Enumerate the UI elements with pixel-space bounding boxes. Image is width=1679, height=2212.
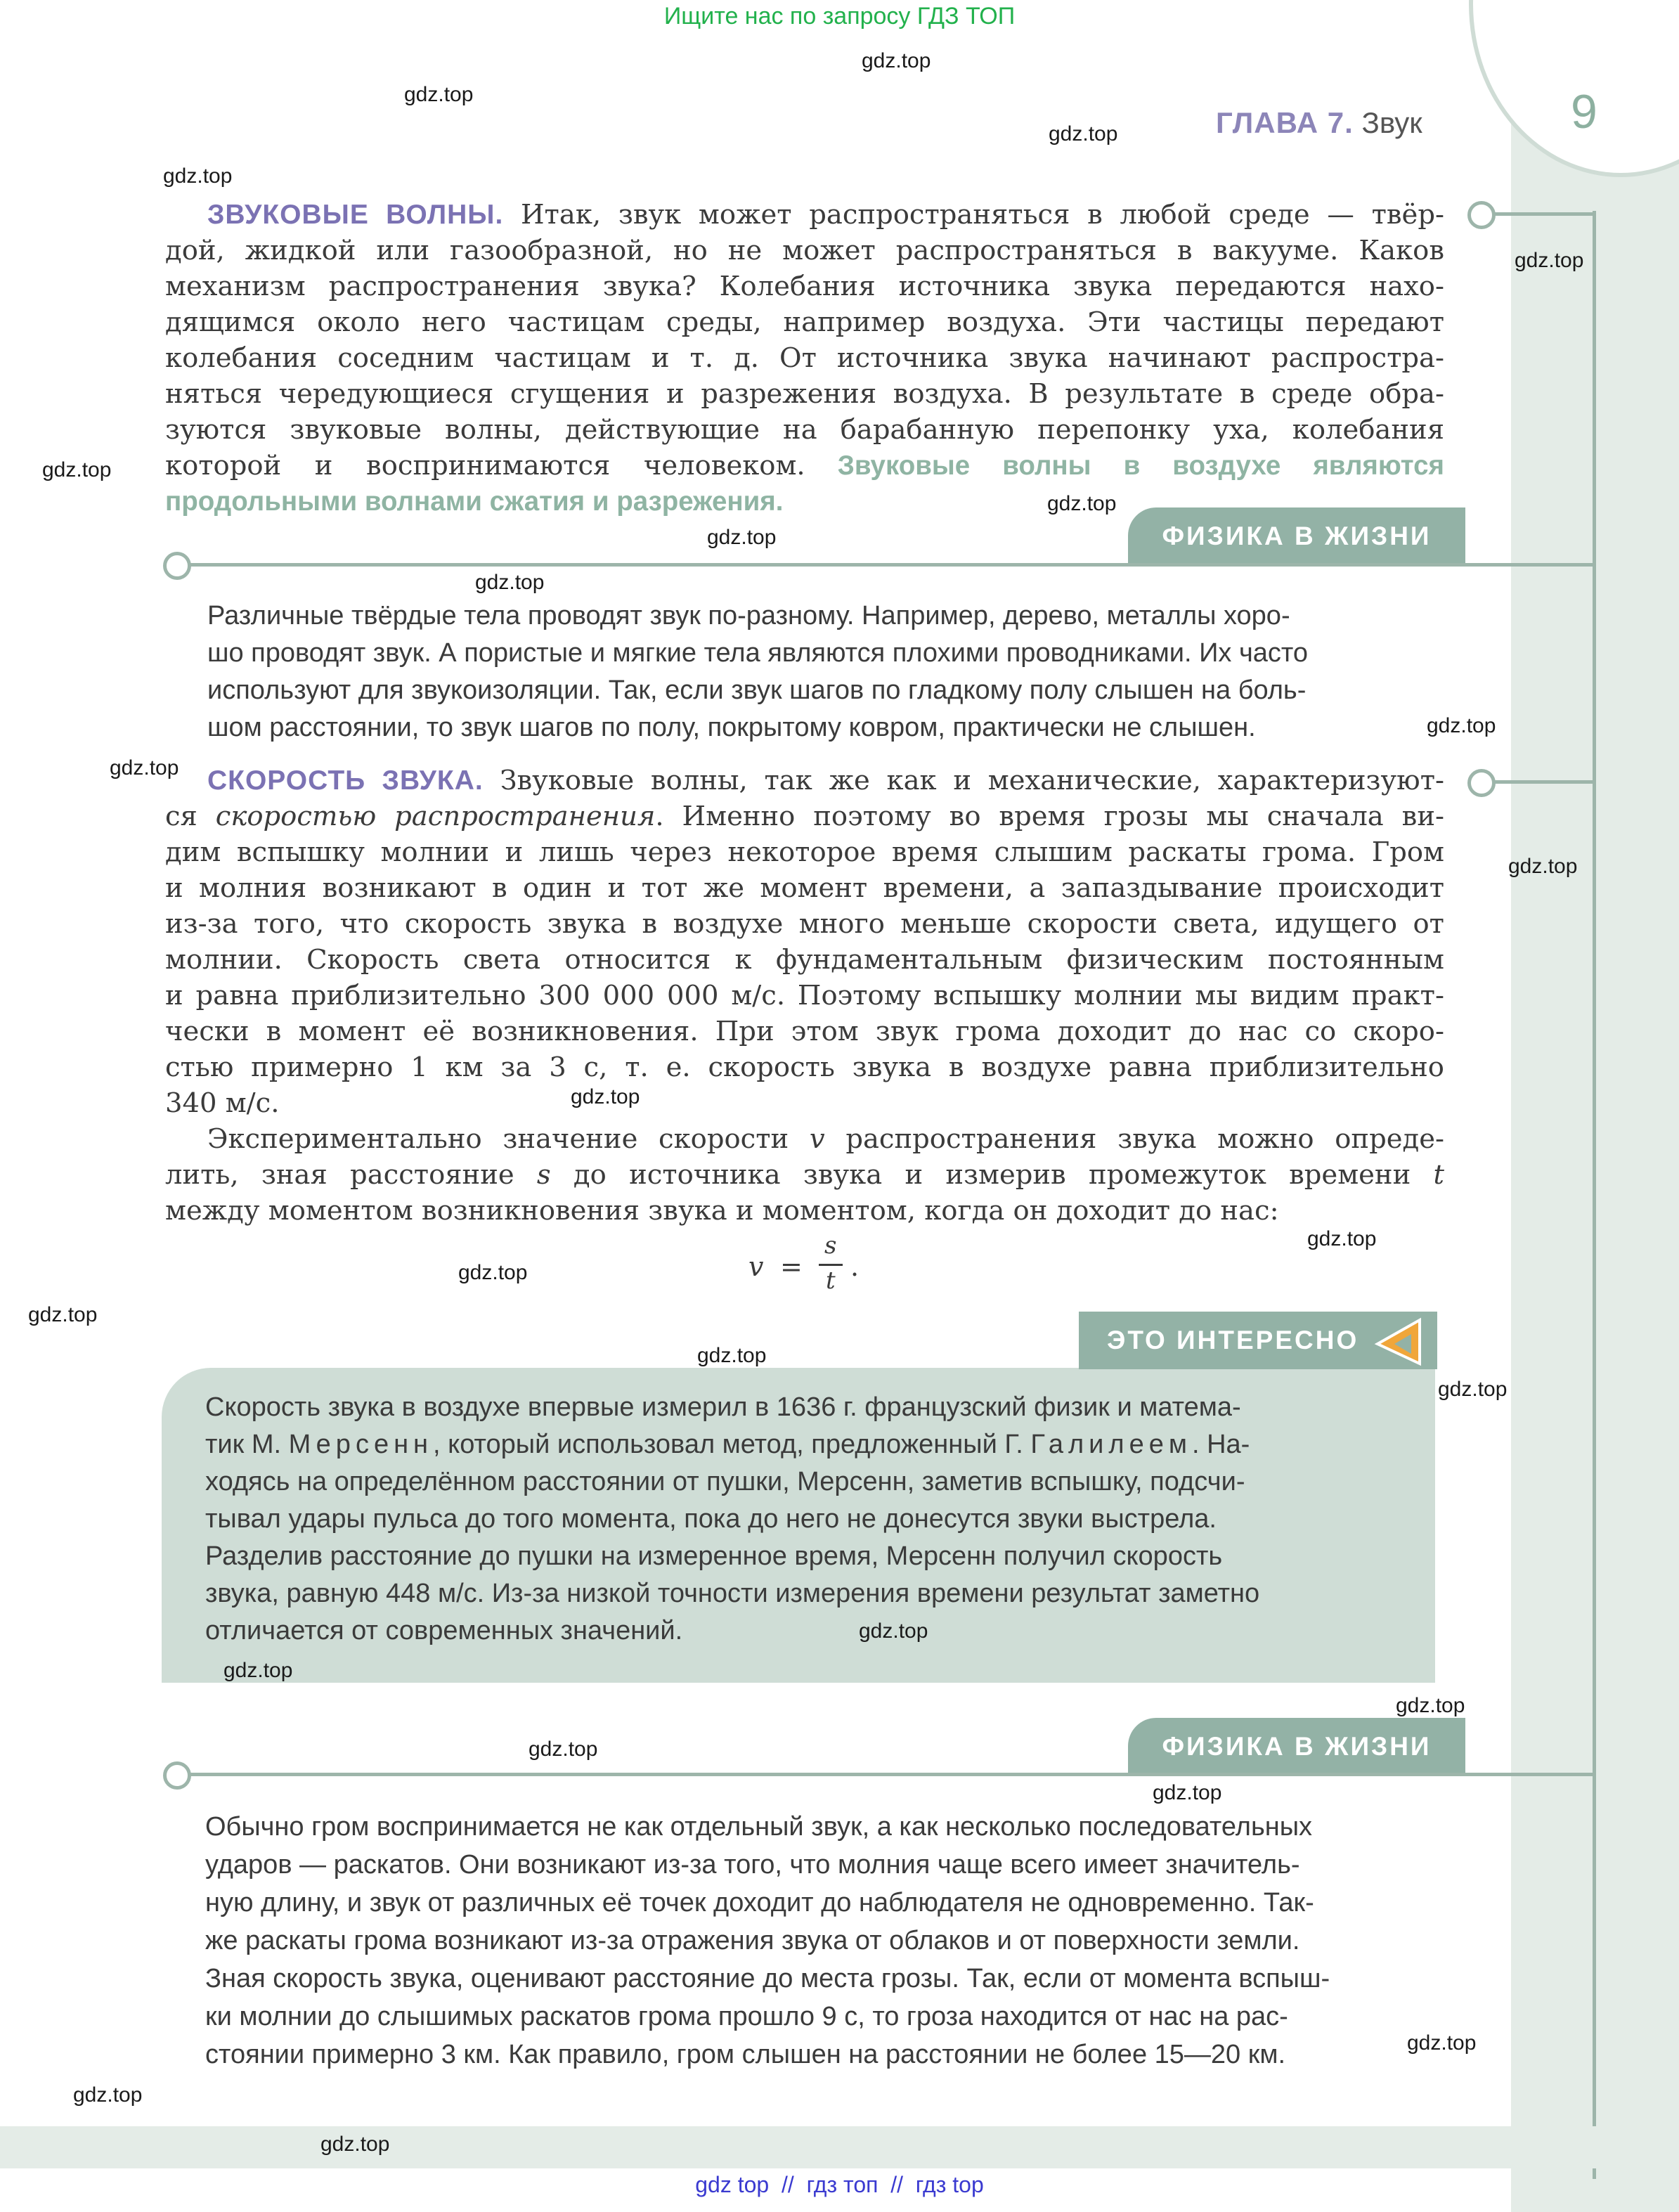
- search-banner[interactable]: Ищите нас по запросу ГДЗ ТОП: [663, 3, 1016, 30]
- key-statement: Звуковые волны в воздухе являются: [805, 451, 1445, 481]
- watermark: gdz.top: [707, 526, 777, 549]
- watermark: gdz.top: [1153, 1781, 1222, 1804]
- physics-in-life-tab: ФИЗИКА В ЖИЗНИ: [1128, 507, 1465, 565]
- timeline-node: [1467, 201, 1496, 229]
- divider-node: [163, 1761, 191, 1790]
- watermark: gdz.top: [223, 1659, 293, 1682]
- penrose-triangle-icon: [1370, 1316, 1434, 1368]
- interesting-tab: ЭТО ИНТЕРЕСНО: [1079, 1312, 1437, 1369]
- speed-formula: v = s t .: [748, 1231, 860, 1295]
- chapter-header: [1216, 104, 1422, 142]
- watermark: gdz.top: [42, 458, 112, 481]
- watermark: gdz.top: [110, 756, 179, 780]
- watermark: gdz.top: [1396, 1694, 1465, 1717]
- interesting-text: Скорость звука в воздухе впервые измерил в 1636 г. французский физик и матема- тик М. Мерсенн, который использовал метод, предложенный Г. Галилеем. На- ходясь на определённом расстоянии от пушки, Мерсенн, заметив вспышку, подсчи- тывал удары пульса до того момента, пока до него не донесутся звуки выстрела. Разделив расстояние до пушки на измеренное время, Мерсенн получил скорость звука, равную 448 м/с. Из-за низкой точности измерения времени результат заметно отличается от современных значений.: [205, 1392, 1260, 1645]
- person-name: Галилеем: [1030, 1430, 1192, 1459]
- chapter-label: ГЛАВА 7.: [1216, 106, 1354, 139]
- timeline-node: [1467, 769, 1496, 797]
- watermark: gdz.top: [404, 83, 474, 106]
- page-number: 9: [1571, 85, 1597, 138]
- section-speed-of-sound: СКОРОСТЬ ЗВУКА. Звуковые волны, так же как и механические, характеризуют- ся скоростью распространения. Именно поэтому во время грозы мы сначала ви- дим вспышку молнии и лишь через некоторое время слышим раскаты грома. Гром и молния возникают в один и тот же момент времени, а запаздывание происходит из-за того, что скорость звука в воздухе много меньше скорости света, идущего от молнии. Скорость света относится к фундаментальным физическим постоянным и равна приблизительно 300 000 000 м/с. Поэтому вспышку молнии мы видим практ- чески в момент её возникновения. При этом звук грома доходит до нас со скоро- стью примерно 1 км за 3 с, т. е. скорость звука в воздухе равна приблизительно 340 м/с. Экспериментально значение скорости v распространения звука можно опреде- лить, зная расстояние s до источника звука и измерив промежуток времени t между моментом возникновения звука и моментом, когда он доходит до нас:: [165, 765, 1444, 1227]
- watermark: gdz.top: [1047, 492, 1117, 515]
- chapter-title: Звук: [1361, 106, 1422, 139]
- person-name: Мерсенн: [288, 1430, 434, 1459]
- term-italic: скоростью распространения: [215, 801, 656, 832]
- physics-in-life-text: Различные твёрдые тела проводят звук по-разному. Например, дерево, металлы хоро- шо проводят звук. А пористые и мягкие тела являются плохими проводниками. Их часто используют для звукоизоляции. Так, если звук шагов по гладкому полу слышен на боль- шом расстоянии, то звук шагов по полу, покрытому ковром, практически не слышен.: [207, 601, 1308, 742]
- watermark: gdz.top: [73, 2083, 143, 2107]
- section-divider: [184, 563, 1595, 567]
- watermark: gdz.top: [1049, 122, 1118, 145]
- section-heading: ЗВУКОВЫЕ ВОЛНЫ.: [207, 200, 504, 230]
- watermark: gdz.top: [320, 2133, 390, 2156]
- watermark: gdz.top: [862, 49, 931, 72]
- bottom-band: [0, 2126, 1679, 2168]
- watermark: gdz.top: [571, 1085, 640, 1108]
- watermark: gdz.top: [1515, 249, 1584, 272]
- timeline-branch: [1490, 780, 1595, 784]
- physics-in-life-tab: ФИЗИКА В ЖИЗНИ: [1128, 1718, 1465, 1776]
- section-sound-waves: ЗВУКОВЫЕ ВОЛНЫ. Итак, звук может распространяться в любой среде — твёр- дой, жидкой или газообразной, но не может распространяться в вакууме. Каков механизм распространения звука? Колебания источника звука передаются нахо- дящимся около него частицам среды, например воздуха. Эти частицы передают колебания соседним частицам и т. д. От источника звука начинают распростра- няться чередующиеся сгущения и разрежения воздуха. В результате в среде обра- зуются звуковые волны, действующие на барабанную перепонку уха, колебания которой и воспринимаются человеком. Звуковые волны в воздухе являются продольными волнами сжатия и разрежения.: [165, 199, 1445, 517]
- divider-node: [163, 552, 191, 580]
- watermark: gdz.top: [1427, 714, 1496, 737]
- watermark: gdz.top: [163, 164, 233, 188]
- key-statement: продольными волнами сжатия и разрежения.: [165, 486, 784, 517]
- watermark: gdz.top: [859, 1619, 928, 1643]
- physics-in-life-text: Обычно гром воспринимается не как отдельный звук, а как несколько последовательных ударов — раскатов. Они возникают из-за того, что молния чаще всего имеет значитель- ную длину, и звук от различных её точек доходит до наблюдателя не одновременно. Так- же раскаты грома возникают из-за отражения звука от облаков и от поверхности земли. Зная скорость звука, оценивают расстояние до места грозы. Так, если от момента вспыш- ки молнии до слышимых раскатов грома прошло 9 с, то гроза находится от нас на рас- стоянии примерно 3 км. Как правило, гром слышен на расстоянии не более 15—20 км.: [205, 1812, 1330, 2069]
- watermark: gdz.top: [1407, 2031, 1477, 2055]
- section-heading: СКОРОСТЬ ЗВУКА.: [207, 765, 484, 796]
- watermark: gdz.top: [458, 1261, 528, 1284]
- timeline-vertical-line: [1593, 211, 1596, 2179]
- watermark: gdz.top: [697, 1344, 767, 1367]
- watermark: gdz.top: [1307, 1227, 1377, 1250]
- watermark: gdz.top: [28, 1303, 98, 1326]
- watermark: gdz.top: [529, 1738, 598, 1761]
- timeline-branch: [1490, 212, 1595, 216]
- footer-links[interactable]: gdz top // гдз топ // гдз top: [695, 2172, 984, 2197]
- watermark: gdz.top: [1438, 1378, 1508, 1401]
- watermark: gdz.top: [1508, 855, 1578, 878]
- section-divider: [184, 1773, 1595, 1776]
- watermark: gdz.top: [475, 571, 545, 594]
